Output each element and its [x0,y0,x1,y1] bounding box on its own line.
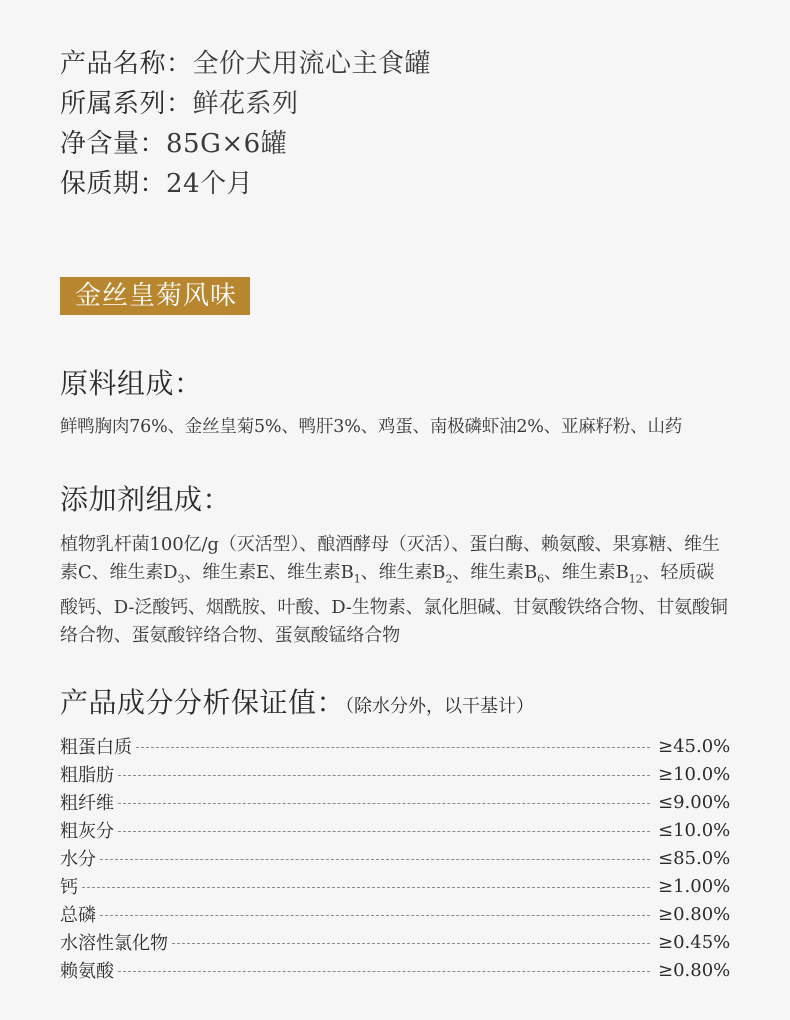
info-value: 24个月 [166,169,254,199]
analysis-row [60,928,732,956]
info-value: 全价犬用流心主食罐 [192,49,432,79]
info-row-series [60,84,431,124]
analysis-row [60,900,732,928]
dotted-leader [118,775,650,776]
analysis-value: ≥1.00% [658,875,731,897]
analysis-name: 粗蛋白质 [60,737,132,758]
additives-text-part: 、维生素B [452,562,538,583]
analysis-name: 钙 [60,877,78,898]
analysis-value: ≥0.45% [658,931,731,953]
ingredients-title: 原料组成： [60,367,203,400]
analysis-value: ≥45.0% [658,735,731,757]
dotted-leader [118,971,650,972]
info-value: 85G×6罐 [166,129,288,159]
subscript: 1 [353,572,361,586]
analysis-row [60,760,732,788]
analysis-value: ≤9.00% [658,791,731,813]
analysis-subtitle: （除水分外，以干基计） [345,696,535,717]
info-row-name [60,44,431,84]
dotted-leader [100,859,650,860]
dotted-leader [118,831,650,832]
analysis-title-main: 产品成分分析保证值： [60,686,346,719]
analysis-value: ≤10.0% [658,819,731,841]
analysis-row [60,872,732,900]
flavor-badge: 金丝皇菊风味 [60,277,250,315]
analysis-row [60,956,732,984]
info-key: 产品名称： [60,49,193,79]
subscript: 6 [537,572,544,586]
analysis-name: 赖氨酸 [60,961,114,982]
analysis-name: 粗灰分 [60,821,114,842]
info-row-shelf-life [60,164,431,204]
analysis-name: 粗脂肪 [60,765,114,786]
ingredients-text: 鲜鸭胸肉76%、金丝皇菊5%、鸭肝3%、鸡蛋、南极磷虾油2%、亚麻籽粉、山药 [60,417,683,437]
analysis-name: 水溶性氯化物 [60,933,168,954]
analysis-name: 水分 [60,849,96,870]
analysis-row [60,844,732,872]
dotted-leader [118,803,650,804]
additives-text-part: 、维生素B [543,562,629,583]
dotted-leader [82,887,650,888]
analysis-table [60,732,732,984]
analysis-row [60,816,732,844]
product-info [60,44,431,204]
additives-text-part: 、维生素B [360,562,446,583]
analysis-value: ≥0.80% [658,903,731,925]
info-key: 保质期： [60,169,167,199]
analysis-value: ≤85.0% [658,847,731,869]
additives-text-part: 、轻质碳酸钙、D-泛酸钙、烟酰胺、叶酸、D-生物素、氯化胆碱、甘氨酸铁络合物、甘氨酸铜络合物、蛋氨酸锌络合物、蛋氨酸锰络合物 [60,562,728,646]
analysis-name: 粗纤维 [60,793,114,814]
info-row-net-weight [60,124,431,164]
info-value: 鲜花系列 [192,89,299,119]
subscript: 3 [177,572,185,586]
dotted-leader [100,915,650,916]
additives-title: 添加剂组成： [60,483,232,516]
info-key: 所属系列： [60,89,193,119]
additives-text [60,531,732,650]
analysis-title [60,685,534,725]
subscript: 12 [628,572,643,586]
analysis-row [60,788,732,816]
analysis-value: ≥10.0% [658,763,731,785]
subscript: 2 [445,572,453,586]
dotted-leader [172,943,650,944]
additives-text-part: 、维生素E、维生素B [184,562,354,583]
analysis-name: 总磷 [60,905,96,926]
analysis-value: ≥0.80% [658,959,731,981]
analysis-row [60,732,732,760]
info-key: 净含量： [60,129,167,159]
dotted-leader [136,747,650,748]
additives-text-part: 植物乳杆菌100亿/g（灭活型）、酿酒酵母（灭活）、蛋白酶、赖氨酸、果寡糖、维生素C、维生素D [60,534,720,583]
